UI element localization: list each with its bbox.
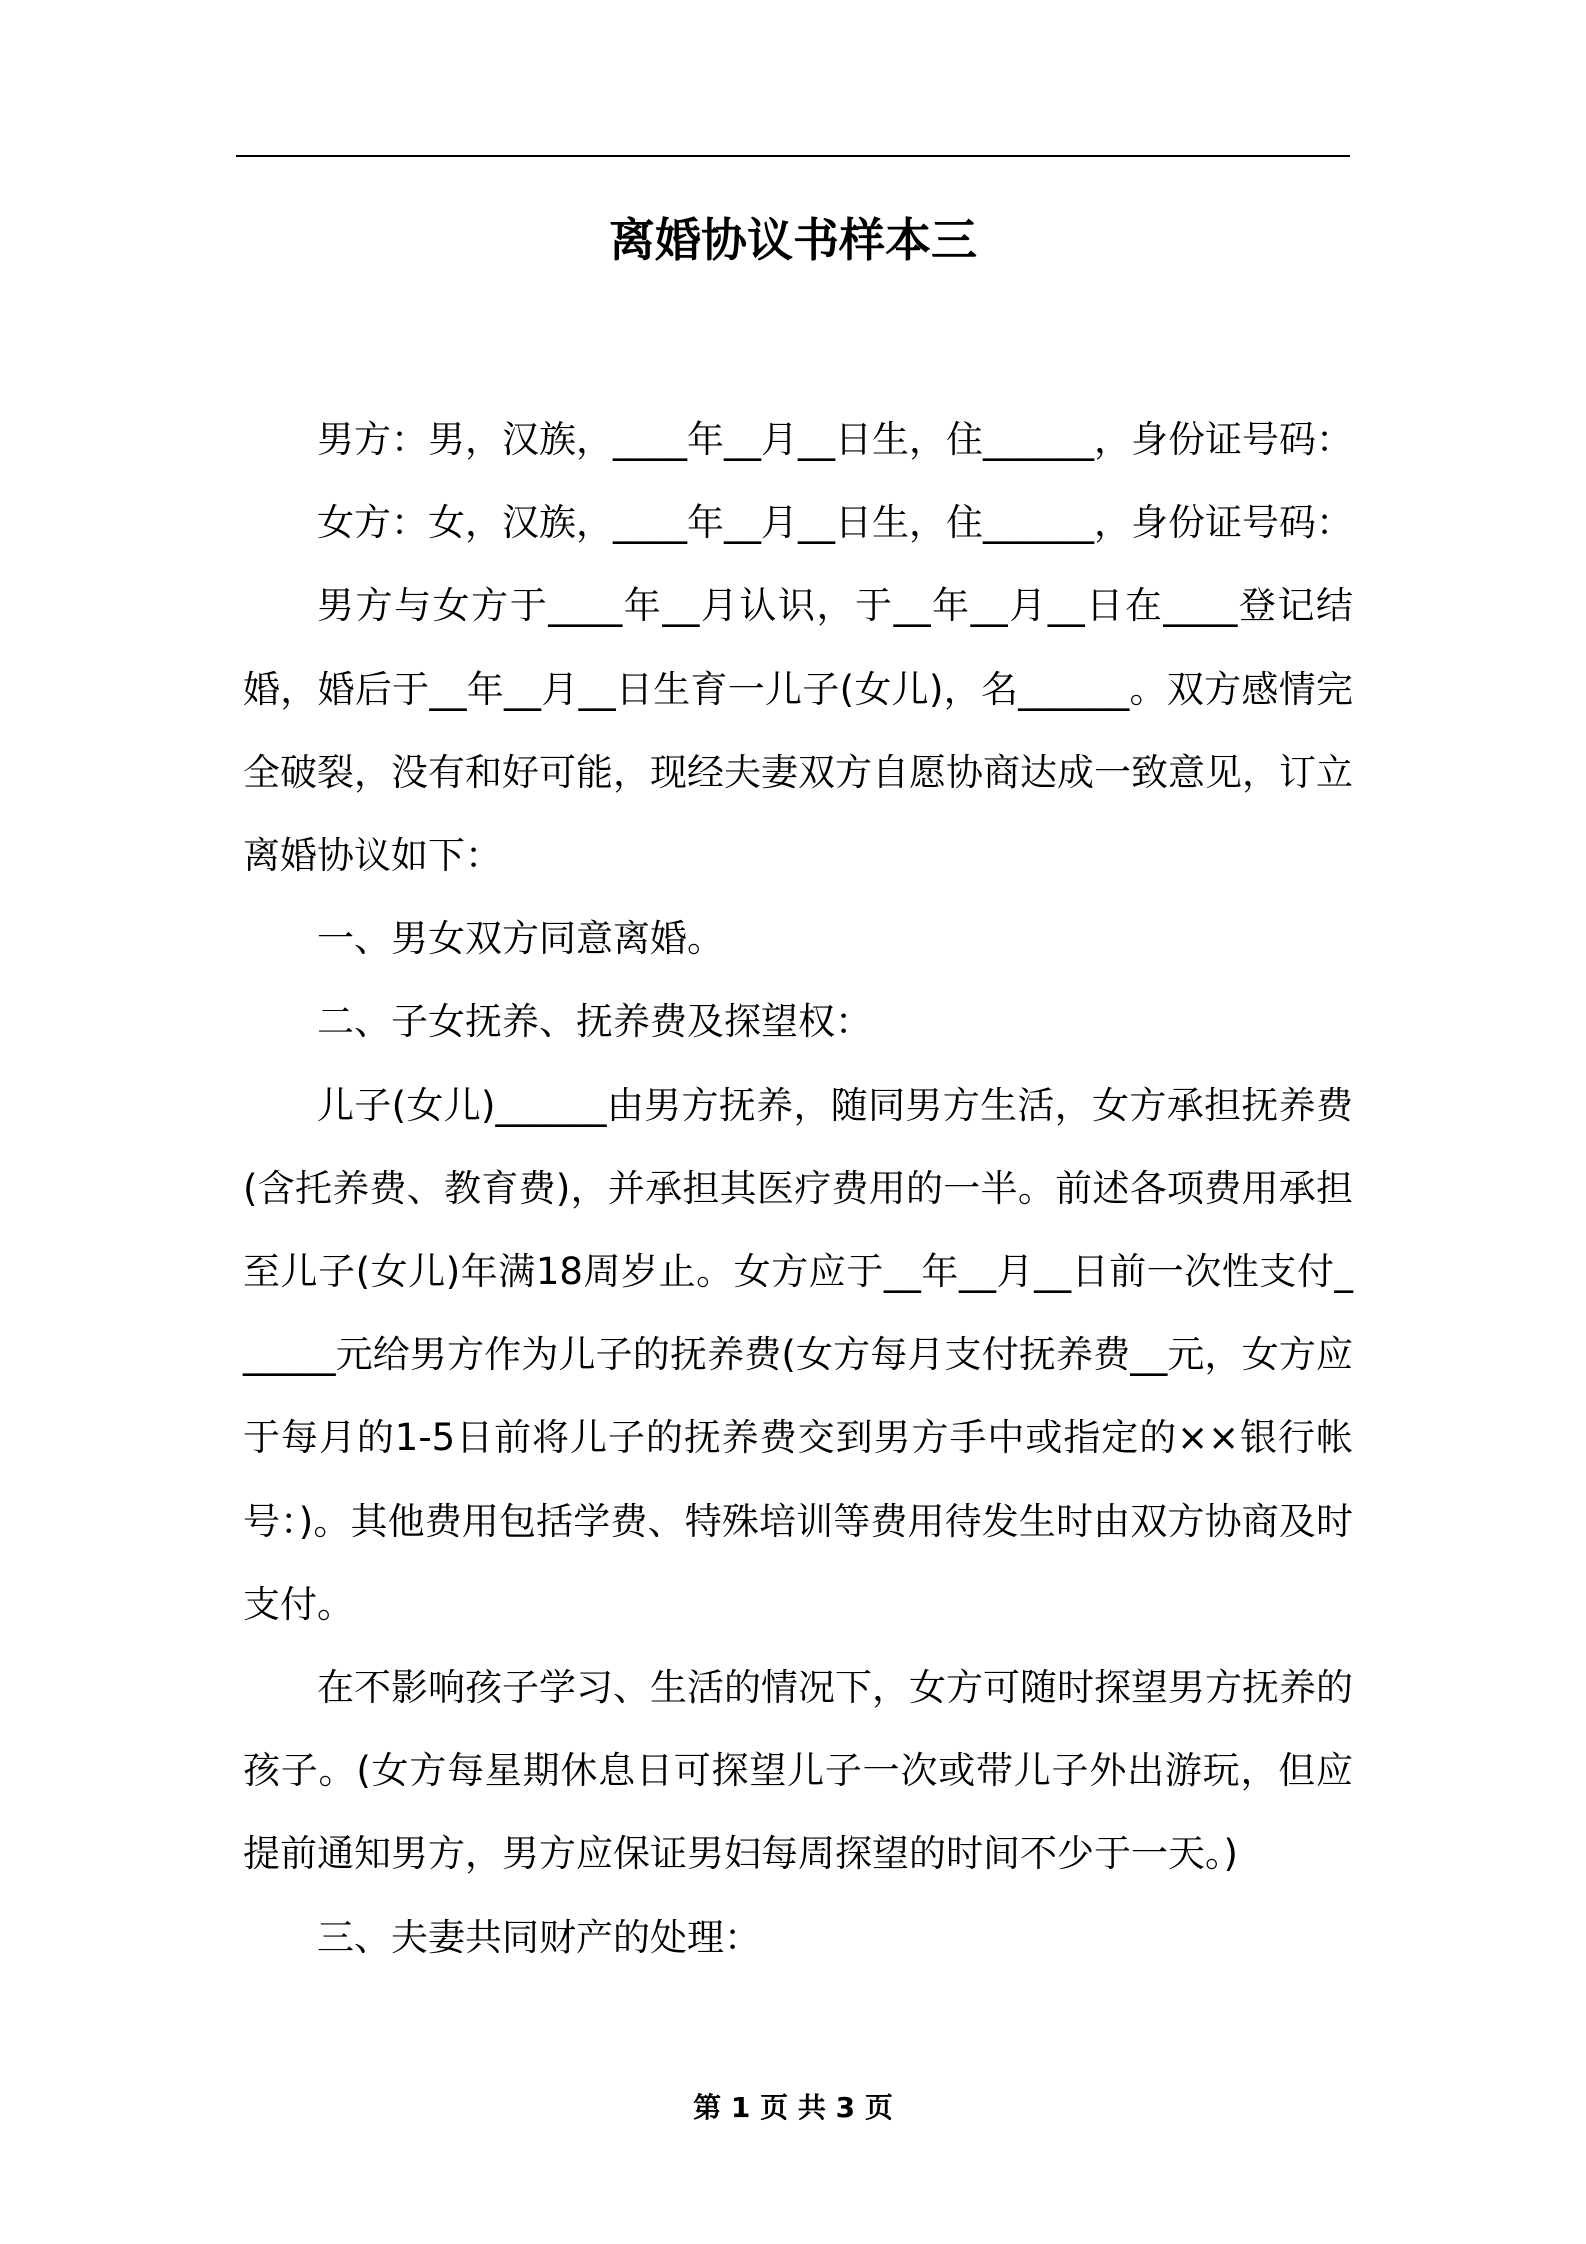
document-body [243, 398, 1353, 1979]
clause-1-agree-divorce: 一、男女双方同意离婚。 [317, 917, 724, 961]
paragraph-visitation: 在不影响孩子学习、生活的情况下，女方可随时探望男方抚养的孩子。(女方每星期休息日可探望儿子一次或带儿子外出游玩，但应提前通知男方，男方应保证男妇每周探望的时间不少于一天。) [243, 1666, 1353, 1876]
clause-2-heading: 二、子女抚养、抚养费及探望权： [317, 1000, 872, 1044]
clause-3-heading: 三、夫妻共同财产的处理： [317, 1915, 761, 1959]
paragraph-marriage-background: 男方与女方于____年__月认识，于__年__月__日在____登记结婚，婚后于__年__月__日生育一儿子(女儿)，名______。双方感情完全破裂，没有和好可能，现经夫妻双方自愿协商达成一致意见，订立离婚协议如下： [243, 584, 1353, 878]
paragraph-child-support: 儿子(女儿)______由男方抚养，随同男方生活，女方承担抚养费(含托养费、教育费)，并承担其医疗费用的一半。前述各项费用承担至儿子(女儿)年满18周岁止。女方应于__年__月__日前一次性支付______元给男方作为儿子的抚养费(女方每月支付抚养费__元，女方应于每月的1-5日前将儿子的抚养费交到男方手中或指定的××银行帐号：)。其他费用包括学费、特殊培训等费用待发生时由双方协商及时支付。 [243, 1083, 1353, 1626]
page-number-footer: 第 1 页 共 3 页 [693, 2091, 893, 2124]
paragraph-male-party: 男方：男，汉族，____年__月__日生，住______，身份证号码： [317, 418, 1353, 461]
header-rule [236, 155, 1350, 157]
document-title: 离婚协议书样本三 [609, 213, 977, 267]
paragraph-female-party: 女方：女，汉族，____年__月__日生，住______，身份证号码： [317, 501, 1353, 545]
